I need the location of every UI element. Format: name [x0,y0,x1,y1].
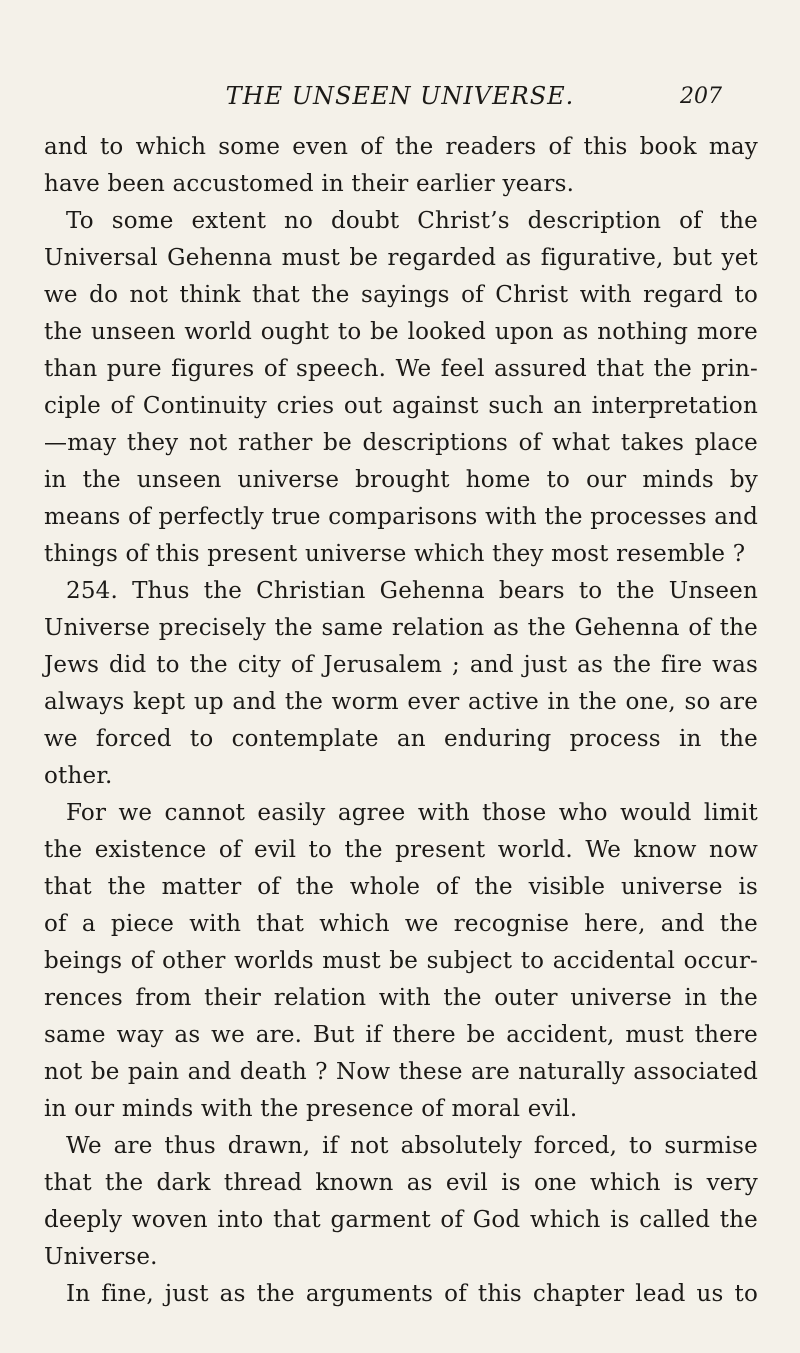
page-number: 207 [680,84,722,109]
text-line: of a piece with that which we recognise here, and the [44,911,758,937]
text-line: always kept up and the worm ever active in the one, so are [44,689,758,715]
text-line: same way as we are. But if there be accident, must there [44,1022,758,1048]
body-text [44,129,758,1313]
text-line: other. [44,763,113,789]
text-line: than pure figures of speech. We feel assured that the prin- [44,356,758,382]
text-line: —may they not rather be descriptions of what takes place [44,430,758,456]
text-line: beings of other worlds must be subject to accidental occur- [44,948,758,974]
running-header [0,82,800,122]
text-line: that the dark thread known as evil is one which is very [44,1170,758,1196]
text-line: rences from their relation with the outer universe in the [44,985,758,1011]
text-line: the existence of evil to the present world. We know now [44,837,758,863]
text-line: we forced to contemplate an enduring process in the [44,726,758,752]
text-line: Jews did to the city of Jerusalem ; and just as the fire was [44,652,758,678]
text-line: means of perfectly true comparisons with the processes and [44,504,758,530]
text-line: In fine, just as the arguments of this chapter lead us to [66,1281,758,1307]
running-title: THE UNSEEN UNIVERSE. [225,82,575,110]
text-line: that the matter of the whole of the visible universe is [44,874,758,900]
text-line: things of this present universe which they most resemble ? [44,541,746,567]
text-line: have been accustomed in their earlier years. [44,171,575,197]
text-line: in the unseen universe brought home to our minds by [44,467,758,493]
text-line: we do not think that the sayings of Christ with regard to [44,282,758,308]
text-line: deeply woven into that garment of God which is called the [44,1207,758,1233]
text-line: the unseen world ought to be looked upon as nothing more [44,319,758,345]
text-line: 254. Thus the Christian Gehenna bears to the Unseen [66,578,758,604]
text-line: We are thus drawn, if not absolutely forced, to surmise [66,1133,758,1159]
text-line: not be pain and death ? Now these are naturally associated [44,1059,758,1085]
text-line: Universal Gehenna must be regarded as figurative, but yet [44,245,758,271]
text-line: Universe. [44,1244,158,1270]
text-line: For we cannot easily agree with those who would limit [66,800,758,826]
text-line: and to which some even of the readers of this book may [44,134,758,160]
text-line: in our minds with the presence of moral evil. [44,1096,578,1122]
text-line: ciple of Continuity cries out against such an interpretation [44,393,758,419]
text-line: To some extent no doubt Christ’s description of the [66,208,758,234]
text-line: Universe precisely the same relation as the Gehenna of the [44,615,758,641]
